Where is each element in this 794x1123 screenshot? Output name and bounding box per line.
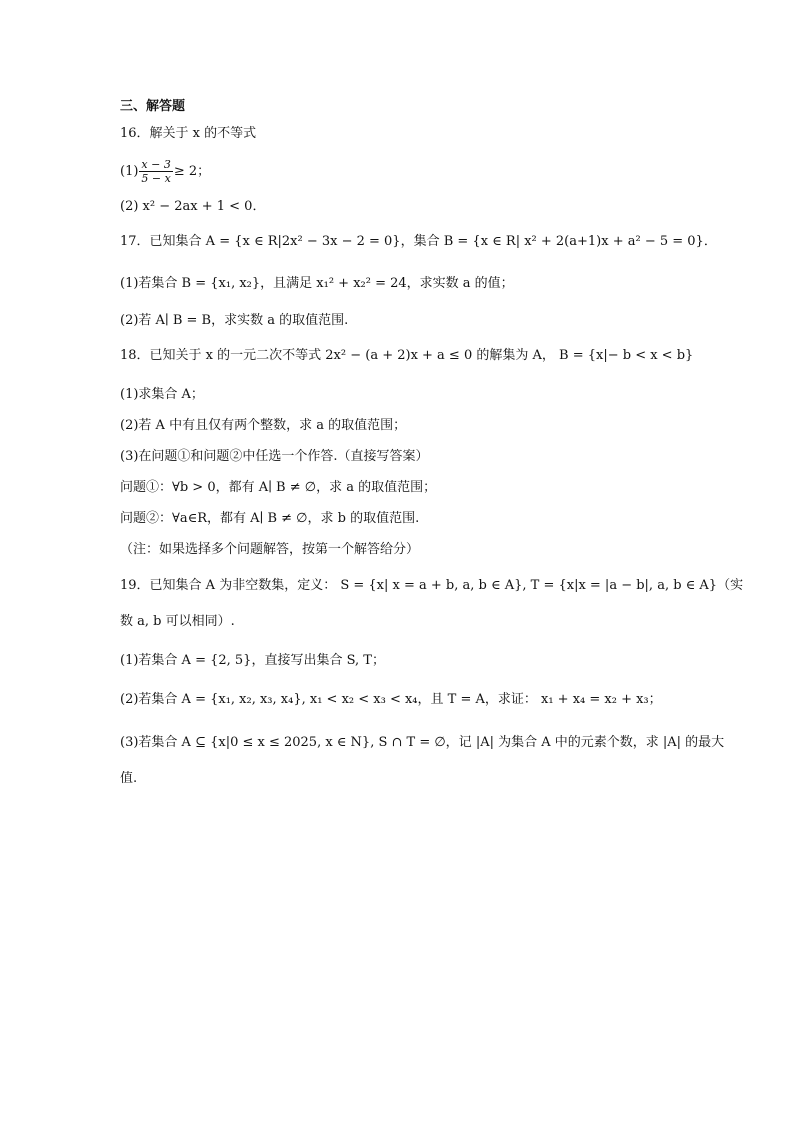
q17-part1: (1)若集合 B = {x₁, x₂}，且满足 x₁² + x₂² = 24，求实数 a 的值； <box>120 276 514 291</box>
q16-part1-label: (1) <box>120 164 139 179</box>
q16-stem: 16．解关于 x 的不等式 <box>120 126 257 141</box>
q19-stem-line1: 19．已知集合 A 为非空数集，定义： S = {x| x = a + b, a, b ∈ A}, T = {x|x = |a − b|, a, b ∈ A}（实 <box>120 578 744 593</box>
q19-part3-line2: 值. <box>120 771 138 786</box>
section-title: 三、解答题 <box>120 99 186 114</box>
q18-problem2: 问题②：∀a∈R，都有 A∣ B ≠ ∅，求 b 的取值范围. <box>120 511 420 526</box>
q18-part3: (3)在问题①和问题②中任选一个作答.（直接写答案） <box>120 449 429 464</box>
q17-stem: 17．已知集合 A = {x ∈ R|2x² − 3x − 2 = 0}，集合 B = {x ∈ R| x² + 2(a+1)x + a² − 5 = 0}． <box>120 234 717 249</box>
q19-part1: (1)若集合 A = {2, 5}，直接写出集合 S, T； <box>120 653 385 668</box>
q16-part1 <box>120 158 684 185</box>
q16-part1-denominator: 5 − x <box>141 172 171 185</box>
q16-part1-fraction <box>139 158 172 185</box>
q18-part1: (1)求集合 A； <box>120 387 204 402</box>
q17-part2: (2)若 A∣ B = B，求实数 a 的取值范围. <box>120 313 349 328</box>
q16-part1-numerator: x − 3 <box>141 158 171 171</box>
q16-part1-rest: ≥ 2； <box>173 164 211 179</box>
q18-part2: (2)若 A 中有且仅有两个整数，求 a 的取值范围； <box>120 418 407 433</box>
q18-note: （注：如果选择多个问题解答，按第一个解答给分） <box>120 542 420 557</box>
q18-problem1: 问题①：∀b > 0，都有 A∣ B ≠ ∅，求 a 的取值范围； <box>120 480 437 495</box>
q18-stem: 18．已知关于 x 的一元二次不等式 2x² − (a + 2)x + a ≤ 0 的解集为 A， B = {x|− b < x < b} <box>120 348 694 363</box>
q16-part2: (2) x² − 2ax + 1 < 0． <box>120 199 266 214</box>
q19-part2: (2)若集合 A = {x₁, x₂, x₃, x₄}, x₁ < x₂ < x₃ < x₄，且 T = A，求证： x₁ + x₄ = x₂ + x₃； <box>120 692 662 707</box>
q19-part3-line1: (3)若集合 A ⊆ {x|0 ≤ x ≤ 2025, x ∈ N}, S ∩ T = ∅，记 |A| 为集合 A 中的元素个数，求 |A| 的最大 <box>120 735 725 750</box>
q19-stem-line2: 数 a, b 可以相同）. <box>120 614 235 629</box>
